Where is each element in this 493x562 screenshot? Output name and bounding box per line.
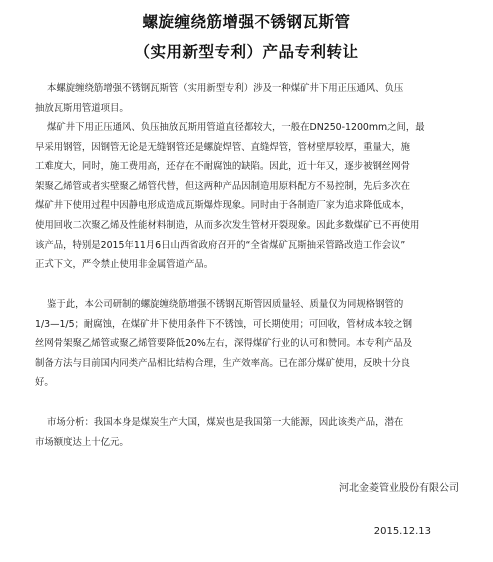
text-line: 架聚乙烯管或者实壁聚乙烯管代替，但这两种产品因制造用原料配方不易控制，先后多次在 bbox=[35, 180, 411, 192]
paragraph-background bbox=[35, 118, 465, 275]
text-line: 本螺旋缠绕筋增强不锈钢瓦斯管（实用新型专利）涉及一种煤矿井下用正压通风、负压 bbox=[47, 83, 404, 94]
text-line: 工难度大，同时，施工费用高，还存在不耐腐蚀的缺陷。因此，近十年又，逐步被钢丝网骨 bbox=[35, 161, 411, 173]
text-line: 该产品，特别是2015年11月6日山西省政府召开的“全省煤矿瓦斯抽采管路改造工作会议” bbox=[35, 239, 406, 251]
text-line: 鉴于此，本公司研制的螺旋缠绕筋增强不锈钢瓦斯管因质量轻、质量仅为同规格钢管的 bbox=[47, 299, 404, 310]
document-title: 螺旋缠绕筋增强不锈钢瓦斯管 bbox=[142, 13, 351, 31]
paragraph-intro bbox=[35, 79, 465, 118]
text-line: 丝网骨架聚乙烯管或聚乙烯管要降低20%左右，深得煤矿行业的认可和赞同。本专利产品及 bbox=[35, 338, 413, 350]
text-line: 制备方法与目前国内同类产品相比结构合理，生产效率高。已在部分煤矿使用，反映十分良 bbox=[35, 357, 411, 369]
company-signature: 河北金菱管业股份有限公司 bbox=[339, 483, 459, 494]
document-subtitle: （实用新型专利）产品专利转让 bbox=[134, 43, 359, 61]
paragraph-market bbox=[35, 413, 465, 452]
text-line: 早采用钢管，因钢管无论是无缝钢管还是螺旋焊管、直缝焊管，管材壁厚较厚，重量大，施 bbox=[35, 141, 411, 153]
text-line: 正式下文，严令禁止使用非金属管道产品。 bbox=[35, 259, 214, 271]
text-line: 使用回收二次聚乙烯及性能材料制造，从而多次发生管材开裂现象。因此多数煤矿已不再使用 bbox=[35, 219, 420, 231]
text-line: 1/3—1/5；耐腐蚀，在煤矿井下使用条件下不锈蚀，可长期使用；可回收，管材成本较之钢 bbox=[35, 318, 413, 330]
text-line: 煤矿井下使用过程中因静电形成造成瓦斯爆炸现象。同时由于各制造厂家为追求降低成本， bbox=[35, 200, 411, 212]
text-line: 抽放瓦斯用管道项目。 bbox=[35, 102, 129, 114]
text-line: 市场额度达上十亿元。 bbox=[35, 436, 129, 448]
text-line: 市场分析：我国本身是煤炭生产大国，煤炭也是我国第一大能源，因此该类产品，潜在 bbox=[47, 417, 404, 428]
document-date: 2015.12.13 bbox=[373, 526, 431, 537]
paragraph-product bbox=[35, 295, 465, 393]
text-line: 好。 bbox=[35, 377, 54, 389]
text-line: 煤矿井下用正压通风、负压抽放瓦斯用管道直径都较大，一般在DN250-1200mm之间，最 bbox=[47, 122, 425, 133]
